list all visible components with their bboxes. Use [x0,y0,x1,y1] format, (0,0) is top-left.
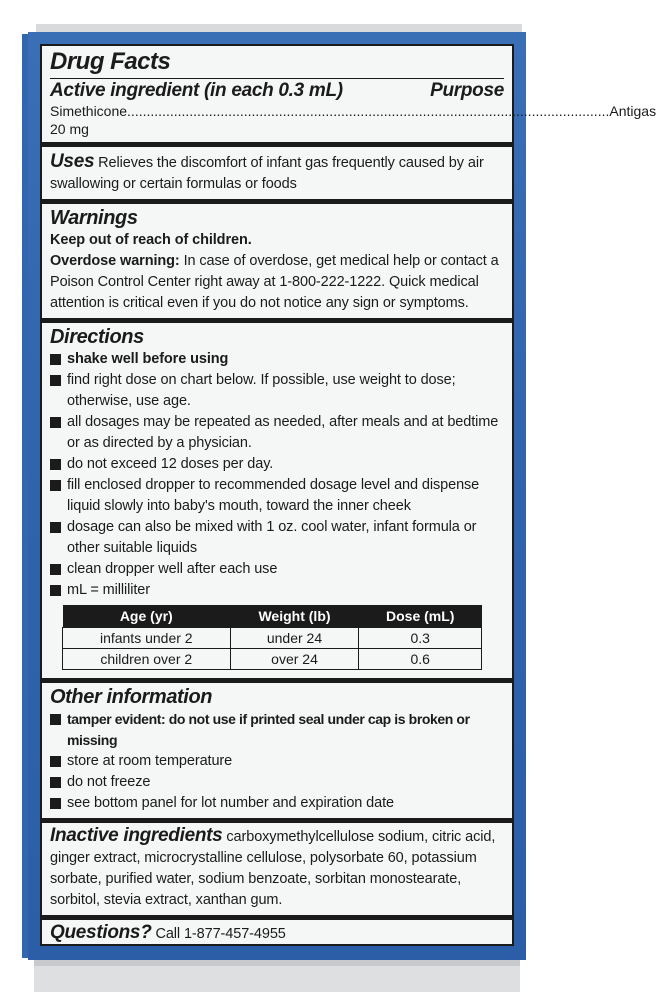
questions-heading: Questions? [50,922,152,943]
drug-facts-header-section [42,46,656,147]
purpose-header: Purpose [430,80,504,101]
weight-cell: under 24 [230,628,359,649]
weight-cell: over 24 [230,649,359,670]
overdose-text: In case of overdose, get medical help or contact a Poison Control Center right away at 1-800-222-1222. Quick medical attention is critical even if you do not notice any sign or symptoms. [50,253,499,311]
warnings-section [42,204,512,323]
directions-heading: Directions [50,326,144,348]
inactive-ingredients-section [42,823,512,920]
direction-text: mL = milliliter [67,582,150,598]
active-ingredient-name: Simethicone 20 mg [50,103,128,137]
direction-item [50,454,504,475]
inactive-heading: Inactive ingredients [50,825,223,846]
other-info-item [50,709,504,751]
bullet-square-icon [50,480,61,491]
direction-item [50,580,504,601]
overdose-paragraph [50,251,504,314]
bullet-square-icon [50,585,61,596]
direction-item [50,475,504,517]
direction-item [50,349,504,370]
bullet-square-icon [50,564,61,575]
other-info-item [50,793,504,814]
inactive-paragraph [50,825,504,911]
inactive-text: carboxymethylcellulose sodium, citric acid, ginger extract, microcrystalline cellulose, polysorbate 60, potassium sorbate, purified water, sodium benzoate, sorbitan monostearate, sorbitol, stevia extract, xanthan gum. [50,829,496,908]
table-row [63,649,482,670]
other-info-text: see bottom panel for lot number and expiration date [67,795,394,811]
drug-facts-title: Drug Facts [50,48,171,75]
active-ingredient-row [50,102,656,138]
direction-item [50,517,504,559]
direction-text: shake well before using [67,351,229,367]
dose-cell: 0.6 [359,649,482,670]
other-info-text: tamper evident: do not use if printed seal under cap is broken or missing [67,711,470,748]
bullet-square-icon [50,354,61,365]
dose-column-header: Dose (mL) [359,605,482,628]
dosage-table [62,605,482,670]
bullet-square-icon [50,375,61,386]
questions-paragraph [50,922,504,945]
active-ingredient-header: Active ingredient (in each 0.3 mL) [50,80,343,101]
age-cell: children over 2 [63,649,231,670]
uses-section [42,147,512,204]
directions-section [42,323,512,683]
box-bottom-flap [34,958,520,992]
bullet-square-icon [50,777,61,788]
keep-out-warning: Keep out of reach of children. [50,232,252,248]
direction-text: dosage can also be mixed with 1 oz. cool water, infant formula or other suitable liquids [67,519,477,556]
direction-item [50,412,504,454]
drug-facts-label [40,44,656,946]
overdose-label: Overdose warning: [50,253,180,269]
direction-text: all dosages may be repeated as needed, after meals and at bedtime or as directed by a physician. [67,414,499,451]
bullet-square-icon [50,798,61,809]
uses-paragraph [50,151,504,195]
direction-item [50,370,504,412]
direction-item [50,559,504,580]
age-column-header: Age (yr) [63,605,231,628]
warnings-heading: Warnings [50,207,138,229]
direction-text: do not exceed 12 doses per day. [67,456,274,472]
age-cell: infants under 2 [63,628,231,649]
other-info-item [50,772,504,793]
direction-text: clean dropper well after each use [67,561,278,577]
direction-text: find right dose on chart below. If possible, use weight to dose; otherwise, use age. [67,372,456,409]
bullet-square-icon [50,417,61,428]
direction-text: fill enclosed dropper to recommended dosage level and dispense liquid slowly into baby's mouth, toward the inner cheek [67,477,480,514]
other-information-section [42,683,512,823]
active-ingredient-header-row [50,78,504,102]
weight-column-header: Weight (lb) [230,605,359,628]
bullet-square-icon [50,522,61,533]
questions-phone: Call 1-877-457-4955 [151,926,286,942]
uses-heading: Uses [50,151,95,172]
dose-cell: 0.3 [359,628,482,649]
dosage-table-header-row [63,605,482,628]
other-info-text: do not freeze [67,774,151,790]
bullet-square-icon [50,756,61,767]
table-row [63,628,482,649]
bullet-square-icon [50,459,61,470]
leader-dots: ............................................................................................................................ [127,103,610,119]
other-info-item [50,751,504,772]
other-info-text: store at room temperature [67,753,233,769]
uses-text: Relieves the discomfort of infant gas frequently caused by air swallowing or certain formulas or foods [50,155,484,192]
bullet-square-icon [50,714,61,725]
questions-section [42,920,512,949]
active-ingredient-purpose: Antigas [609,103,656,119]
other-information-heading: Other information [50,686,213,708]
